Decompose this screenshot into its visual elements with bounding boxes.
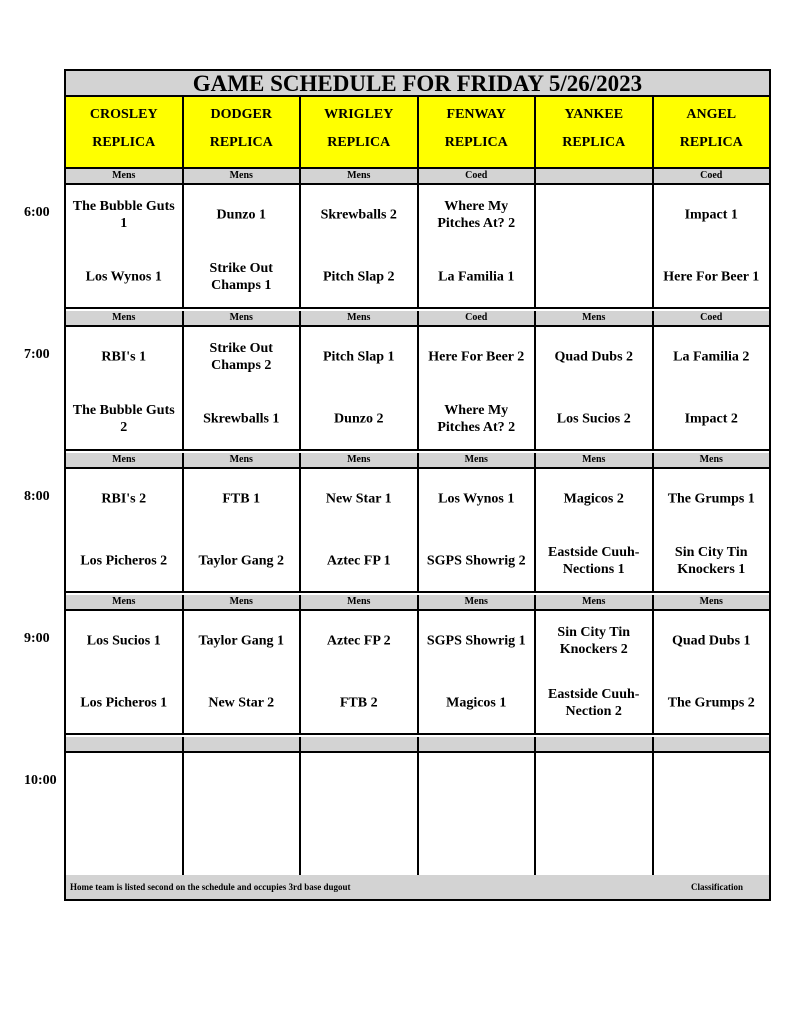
classification-cell: Coed xyxy=(419,169,537,183)
home-team: SGPS Showrig 2 xyxy=(426,553,526,569)
classification-cell: Coed xyxy=(700,312,723,323)
time-label: 9:00 xyxy=(24,631,50,646)
classification-cell xyxy=(536,169,654,183)
classification-cell: Mens xyxy=(66,169,184,183)
home-team: Taylor Gang 2 xyxy=(198,553,285,569)
game-cell xyxy=(536,753,654,875)
time-label: 7:00 xyxy=(24,347,50,362)
field-name: ANGEL xyxy=(686,107,737,122)
game-cell xyxy=(301,185,419,307)
visiting-team: RBI's 2 xyxy=(101,491,147,507)
visiting-team: Skrewballs 2 xyxy=(320,207,397,223)
visiting-team: Magicos 2 xyxy=(563,491,624,507)
games-row xyxy=(66,185,769,309)
game-cell xyxy=(301,327,419,449)
time-label: 6:00 xyxy=(24,205,50,220)
classification-cell xyxy=(654,737,770,751)
field-header-row xyxy=(66,97,769,169)
game-cell xyxy=(301,753,419,875)
home-team: Los Sucios 2 xyxy=(556,411,631,427)
home-team: Los Picheros 2 xyxy=(80,553,168,569)
classification-label: Classification xyxy=(690,882,743,892)
classification-cell: Mens xyxy=(419,595,537,609)
visiting-team: Los Wynos 1 xyxy=(438,491,515,507)
time-slot-block xyxy=(66,595,769,735)
visiting-team: Los Sucios 1 xyxy=(86,633,161,649)
schedule-title: GAME SCHEDULE FOR FRIDAY 5/26/2023 xyxy=(66,71,769,97)
visiting-team: Aztec FP 2 xyxy=(326,633,391,649)
time-slot-block xyxy=(66,453,769,593)
field-subtitle: REPLICA xyxy=(679,135,743,150)
game-cell xyxy=(419,753,537,875)
classification-cell xyxy=(184,737,302,751)
classification-cell: Mens xyxy=(536,453,654,467)
game-cell xyxy=(536,611,654,733)
classification-cell: Mens xyxy=(184,311,302,325)
field-name: DODGER xyxy=(210,107,272,122)
home-team-note: Home team is listed second on the schedule and occupies 3rd base dugout xyxy=(70,882,351,892)
field-header-angel xyxy=(654,97,770,167)
home-team: Impact 2 xyxy=(684,411,738,427)
home-team: The Bubble Guts 2 xyxy=(72,403,175,435)
visiting-team: Dunzo 1 xyxy=(216,207,266,223)
game-cell xyxy=(419,469,537,591)
game-cell xyxy=(536,185,654,307)
field-subtitle: REPLICA xyxy=(444,135,508,150)
games-row xyxy=(66,611,769,735)
home-team: Pitch Slap 2 xyxy=(322,269,395,285)
classification-row xyxy=(66,737,769,753)
visiting-team: FTB 1 xyxy=(222,491,261,507)
classification-cell: Mens xyxy=(301,169,419,183)
time-label: 8:00 xyxy=(24,489,50,504)
field-header-dodger xyxy=(184,97,302,167)
game-cell xyxy=(66,327,184,449)
game-cell xyxy=(301,469,419,591)
classification-cell: Coed xyxy=(419,311,537,325)
game-cell xyxy=(419,185,537,307)
game-cell xyxy=(66,611,184,733)
home-team: Dunzo 2 xyxy=(334,411,384,427)
classification-cell xyxy=(419,737,537,751)
schedule-table xyxy=(64,69,771,901)
classification-cell: Mens xyxy=(301,453,419,467)
classification-cell: Mens xyxy=(536,595,654,609)
visiting-team: New Star 1 xyxy=(325,491,392,507)
game-cell xyxy=(66,753,184,875)
home-team: Los Wynos 1 xyxy=(85,269,162,285)
home-team: Skrewballs 1 xyxy=(203,411,280,427)
classification-cell: Mens xyxy=(536,311,654,325)
home-team: FTB 2 xyxy=(339,695,378,711)
visiting-team: Impact 1 xyxy=(684,207,738,223)
games-row xyxy=(66,469,769,593)
home-team: Here For Beer 1 xyxy=(663,269,760,285)
field-name: FENWAY xyxy=(446,107,506,122)
classification-cell xyxy=(536,737,654,751)
field-name: CROSLEY xyxy=(89,107,158,122)
classification-row xyxy=(66,595,769,611)
classification-row xyxy=(66,169,769,185)
visiting-team: Quad Dubs 2 xyxy=(554,349,634,365)
field-subtitle: REPLICA xyxy=(562,135,626,150)
home-team: New Star 2 xyxy=(208,695,275,711)
visiting-team: The Grumps 1 xyxy=(667,491,755,507)
game-cell xyxy=(66,185,184,307)
game-cell xyxy=(184,611,302,733)
visiting-team: RBI's 1 xyxy=(101,349,147,365)
classification-row xyxy=(66,311,769,327)
game-cell xyxy=(66,469,184,591)
visiting-team: SGPS Showrig 1 xyxy=(426,633,526,649)
home-team: Where My Pitches At? 2 xyxy=(437,403,516,435)
game-cell xyxy=(419,611,537,733)
field-subtitle: REPLICA xyxy=(327,135,391,150)
time-slot-block xyxy=(66,737,769,877)
classification-cell: Mens xyxy=(419,453,537,467)
classification-cell: Mens xyxy=(184,595,302,609)
visiting-team: Quad Dubs 1 xyxy=(671,633,751,649)
classification-cell: Mens xyxy=(699,454,723,465)
visiting-team: Here For Beer 2 xyxy=(428,349,525,365)
game-cell xyxy=(184,185,302,307)
classification-cell xyxy=(66,737,184,751)
footer-bar xyxy=(66,875,769,899)
classification-cell: Mens xyxy=(301,311,419,325)
time-slot-block xyxy=(66,311,769,451)
classification-cell: Mens xyxy=(66,311,184,325)
classification-cell: Mens xyxy=(301,595,419,609)
game-cell xyxy=(184,327,302,449)
game-cell xyxy=(654,469,770,591)
field-header-wrigley xyxy=(301,97,419,167)
classification-cell: Mens xyxy=(184,169,302,183)
classification-cell: Mens xyxy=(66,595,184,609)
visiting-team: Strike Out Champs 2 xyxy=(209,341,273,373)
time-label: 10:00 xyxy=(24,773,57,788)
classification-row xyxy=(66,453,769,469)
game-cell xyxy=(184,469,302,591)
home-team: Sin City Tin Knockers 1 xyxy=(674,545,748,577)
visiting-team: Taylor Gang 1 xyxy=(198,633,285,649)
home-team: Aztec FP 1 xyxy=(326,553,391,569)
field-name: YANKEE xyxy=(564,107,624,122)
classification-cell: Mens xyxy=(184,453,302,467)
field-header-crosley xyxy=(66,97,184,167)
home-team: Strike Out Champs 1 xyxy=(209,261,273,293)
games-row xyxy=(66,327,769,451)
game-cell xyxy=(654,327,770,449)
games-row xyxy=(66,753,769,877)
classification-cell: Mens xyxy=(66,453,184,467)
visiting-team: Sin City Tin Knockers 2 xyxy=(557,625,631,657)
home-team: Magicos 1 xyxy=(446,695,507,711)
visiting-team: The Bubble Guts 1 xyxy=(72,199,175,231)
field-subtitle: REPLICA xyxy=(209,135,273,150)
field-name: WRIGLEY xyxy=(324,107,394,122)
game-cell xyxy=(419,327,537,449)
game-cell xyxy=(536,469,654,591)
home-team: La Familia 1 xyxy=(438,269,515,285)
game-cell xyxy=(654,611,770,733)
home-team: Eastside Cuuh-Nections 1 xyxy=(548,545,640,577)
visiting-team: Pitch Slap 1 xyxy=(322,349,395,365)
game-cell xyxy=(301,611,419,733)
field-header-fenway xyxy=(419,97,537,167)
game-cell xyxy=(536,327,654,449)
game-cell xyxy=(184,753,302,875)
visiting-team: Where My Pitches At? 2 xyxy=(437,199,516,231)
home-team: The Grumps 2 xyxy=(667,695,755,711)
classification-cell: Mens xyxy=(699,596,723,607)
time-slot-block xyxy=(66,169,769,309)
field-header-yankee xyxy=(536,97,654,167)
classification-cell xyxy=(301,737,419,751)
home-team: Los Picheros 1 xyxy=(80,695,168,711)
game-cell xyxy=(654,185,770,307)
visiting-team: La Familia 2 xyxy=(673,349,750,365)
home-team: Eastside Cuuh-Nection 2 xyxy=(548,687,640,719)
field-subtitle: REPLICA xyxy=(92,135,156,150)
classification-cell: Coed xyxy=(700,170,723,181)
game-cell xyxy=(654,753,770,875)
